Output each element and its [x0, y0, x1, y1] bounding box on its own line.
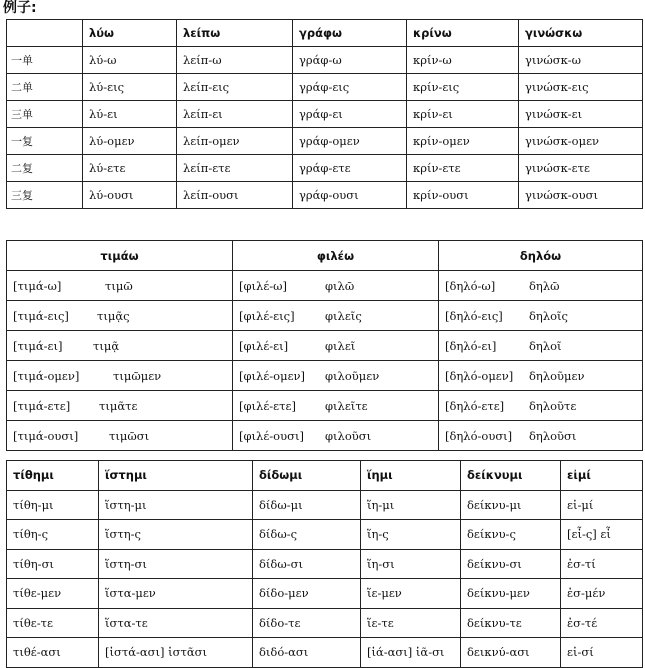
contracted-form: δηλοῦτε	[529, 398, 577, 413]
table-cell: ἐσ-μέν	[561, 579, 643, 609]
table-cell: δείκνυ-τε	[461, 608, 561, 638]
table-cell: ἵστα-τε	[99, 608, 253, 638]
table-row	[7, 361, 643, 391]
table-header-row	[7, 20, 643, 47]
table-cell: ἵε-τε	[361, 608, 461, 638]
table-header-cell: κρίνω	[407, 20, 519, 47]
table-cell: ἵστη-σι	[99, 549, 253, 579]
table-cell: γράφ-ετε	[293, 155, 407, 182]
uncontracted-form: [φιλέ-ει]	[239, 338, 289, 353]
table-cell	[233, 391, 439, 421]
uncontracted-form: [δηλό-ετε]	[445, 398, 505, 413]
uncontracted-form: [τιμά-ω]	[13, 278, 62, 293]
uncontracted-form: [φιλέ-ετε]	[239, 398, 296, 413]
table-cell: ἵη-μι	[361, 490, 461, 520]
conjugation-table-contract-verbs	[6, 240, 643, 451]
table-cell: 二复	[7, 155, 83, 182]
table-header-cell: λύω	[83, 20, 177, 47]
table-cell: λείπ-ομεν	[177, 128, 293, 155]
contracted-form: δηλῶ	[529, 278, 560, 293]
table-cell: εἰ-σί	[561, 638, 643, 668]
table-row	[7, 155, 643, 182]
table-row	[7, 271, 643, 301]
table-row	[7, 490, 643, 520]
table-cell: δεικνύ-ασι	[461, 638, 561, 668]
table-cell: ἵη-ς	[361, 520, 461, 550]
table-cell: κρίν-εις	[407, 74, 519, 101]
table-cell: λείπ-ω	[177, 47, 293, 74]
table-header-cell: δείκνυμι	[461, 461, 561, 491]
table-cell: κρίν-ουσι	[407, 182, 519, 209]
table-cell	[439, 301, 643, 331]
table-cell	[7, 391, 233, 421]
table-cell: δίδω-ς	[253, 520, 361, 550]
contracted-form: τιμᾶτε	[99, 398, 138, 413]
contracted-form: φιλεῖτε	[325, 398, 368, 413]
uncontracted-form: [φιλέ-ω]	[239, 278, 288, 293]
table-cell: γινώσκ-ω	[519, 47, 643, 74]
table-cell: δείκνυ-μι	[461, 490, 561, 520]
table-cell: δίδο-μεν	[253, 579, 361, 609]
uncontracted-form: [δηλό-ω]	[445, 278, 496, 293]
table-cell: γινώσκ-ουσι	[519, 182, 643, 209]
conjugation-table-omega-verbs	[6, 19, 643, 209]
table-cell: [ἱστά-ασι] ἱστᾶσι	[99, 638, 253, 668]
table-row	[7, 74, 643, 101]
table-cell: δίδο-τε	[253, 608, 361, 638]
table-cell: ἵη-σι	[361, 549, 461, 579]
table-header-cell	[7, 20, 83, 47]
uncontracted-form: [φιλέ-ομεν]	[239, 368, 306, 383]
table-row	[7, 128, 643, 155]
table-cell: κρίν-ετε	[407, 155, 519, 182]
table-cell	[7, 361, 233, 391]
table-header-cell: ἵημι	[361, 461, 461, 491]
table-cell: τίθε-τε	[7, 608, 99, 638]
table-cell: ἵε-μεν	[361, 579, 461, 609]
contracted-form: τιμῶσι	[109, 428, 150, 443]
uncontracted-form: [φιλέ-εις]	[239, 308, 295, 323]
table-cell: τίθη-μι	[7, 490, 99, 520]
contracted-form: δηλοῦμεν	[529, 368, 585, 383]
table-header-cell: τιμάω	[7, 241, 233, 271]
table-cell: δείκνυ-μεν	[461, 579, 561, 609]
table-row	[7, 331, 643, 361]
table-cell	[7, 421, 233, 451]
contracted-form: φιλεῖ	[325, 338, 356, 353]
table-header-cell: λείπω	[177, 20, 293, 47]
table-row	[7, 391, 643, 421]
table-cell: λείπ-εις	[177, 74, 293, 101]
table-cell: ἐσ-τέ	[561, 608, 643, 638]
table-cell	[233, 301, 439, 331]
table-cell: τίθε-μεν	[7, 579, 99, 609]
contracted-form: τιμῶ	[105, 278, 133, 293]
uncontracted-form: [δηλό-ουσι]	[445, 428, 513, 443]
table-header-row	[7, 241, 643, 271]
table-cell: λύ-εις	[83, 74, 177, 101]
table-cell: [εἶ-ς] εἶ	[561, 520, 643, 550]
table-cell: τιθέ-ασι	[7, 638, 99, 668]
table-cell: κρίν-ομεν	[407, 128, 519, 155]
table-row	[7, 549, 643, 579]
table-cell: γινώσκ-ετε	[519, 155, 643, 182]
table-header-cell: φιλέω	[233, 241, 439, 271]
contracted-form: τιμᾷ	[93, 338, 120, 353]
uncontracted-form: [δηλό-εις]	[445, 308, 503, 323]
table-header-cell: δίδωμι	[253, 461, 361, 491]
table-cell: διδό-ασι	[253, 638, 361, 668]
table-cell	[233, 361, 439, 391]
table-cell: δείκνυ-σι	[461, 549, 561, 579]
uncontracted-form: [φιλέ-ουσι]	[239, 428, 304, 443]
table-header-cell: εἰμί	[561, 461, 643, 491]
table-cell: γράφ-εις	[293, 74, 407, 101]
table-cell: δίδω-μι	[253, 490, 361, 520]
contracted-form: δηλοῖς	[529, 308, 568, 323]
table-row	[7, 47, 643, 74]
uncontracted-form: [τιμά-ομεν]	[13, 368, 80, 383]
table-cell: 一单	[7, 47, 83, 74]
table-header-cell: γράφω	[293, 20, 407, 47]
table-cell: [ἱά-ασι] ἱᾶ-σι	[361, 638, 461, 668]
table-cell: δείκνυ-ς	[461, 520, 561, 550]
table-cell: ἐσ-τί	[561, 549, 643, 579]
table-cell: λείπ-ουσι	[177, 182, 293, 209]
contracted-form: φιλεῖς	[325, 308, 362, 323]
table-row	[7, 421, 643, 451]
table-cell: ἵστη-ς	[99, 520, 253, 550]
table-cell: ἵστα-μεν	[99, 579, 253, 609]
table-header-cell: τίθημι	[7, 461, 99, 491]
table-header-cell: δηλόω	[439, 241, 643, 271]
table-cell	[439, 421, 643, 451]
table-cell: λύ-ει	[83, 101, 177, 128]
table-cell: γινώσκ-ει	[519, 101, 643, 128]
table-cell: λύ-ετε	[83, 155, 177, 182]
uncontracted-form: [δηλό-ει]	[445, 338, 497, 353]
table-cell: γινώσκ-εις	[519, 74, 643, 101]
table-cell: λείπ-ει	[177, 101, 293, 128]
contracted-form: φιλῶ	[325, 278, 355, 293]
table-cell	[7, 301, 233, 331]
contracted-form: φιλοῦμεν	[325, 368, 380, 383]
uncontracted-form: [τιμά-ουσι]	[13, 428, 79, 443]
table-cell: κρίν-ει	[407, 101, 519, 128]
table-cell: 三复	[7, 182, 83, 209]
table-cell	[233, 271, 439, 301]
table-cell: 一复	[7, 128, 83, 155]
table-cell: λύ-ουσι	[83, 182, 177, 209]
table-cell: γινώσκ-ομεν	[519, 128, 643, 155]
table-cell	[439, 271, 643, 301]
table-cell: τίθη-ς	[7, 520, 99, 550]
table-row	[7, 101, 643, 128]
table-cell: γράφ-ουσι	[293, 182, 407, 209]
table-row	[7, 608, 643, 638]
table-cell: ἵστη-μι	[99, 490, 253, 520]
table-cell	[439, 361, 643, 391]
table-header-row	[7, 461, 643, 491]
table-row	[7, 301, 643, 331]
table-cell: γράφ-ει	[293, 101, 407, 128]
table-cell	[439, 331, 643, 361]
table-cell	[439, 391, 643, 421]
contracted-form: τιμῶμεν	[113, 368, 162, 383]
uncontracted-form: [τιμά-ετε]	[13, 398, 71, 413]
table-cell: γράφ-ομεν	[293, 128, 407, 155]
table-cell: εἰ-μί	[561, 490, 643, 520]
table-cell: λύ-ομεν	[83, 128, 177, 155]
table-cell: γράφ-ω	[293, 47, 407, 74]
contracted-form: δηλοῖ	[529, 338, 562, 353]
table-cell: κρίν-ω	[407, 47, 519, 74]
table-cell: 二单	[7, 74, 83, 101]
table-row	[7, 182, 643, 209]
table-cell: δίδω-σι	[253, 549, 361, 579]
table-header-cell: ἵστημι	[99, 461, 253, 491]
table-row	[7, 520, 643, 550]
table-cell: λείπ-ετε	[177, 155, 293, 182]
table-cell: λύ-ω	[83, 47, 177, 74]
table-cell: 三单	[7, 101, 83, 128]
conjugation-table-mi-verbs	[6, 460, 643, 668]
uncontracted-form: [τιμά-ει]	[13, 338, 63, 353]
page-caption: 例子:	[3, 0, 37, 16]
contracted-form: τιμᾷς	[97, 308, 130, 323]
table-cell	[7, 331, 233, 361]
table-cell	[7, 271, 233, 301]
contracted-form: δηλοῦσι	[529, 428, 577, 443]
table-header-cell: γινώσκω	[519, 20, 643, 47]
table-cell	[233, 331, 439, 361]
uncontracted-form: [δηλό-ομεν]	[445, 368, 514, 383]
uncontracted-form: [τιμά-εις]	[13, 308, 69, 323]
table-row	[7, 579, 643, 609]
contracted-form: φιλοῦσι	[325, 428, 372, 443]
table-cell: τίθη-σι	[7, 549, 99, 579]
table-row	[7, 638, 643, 668]
table-cell	[233, 421, 439, 451]
